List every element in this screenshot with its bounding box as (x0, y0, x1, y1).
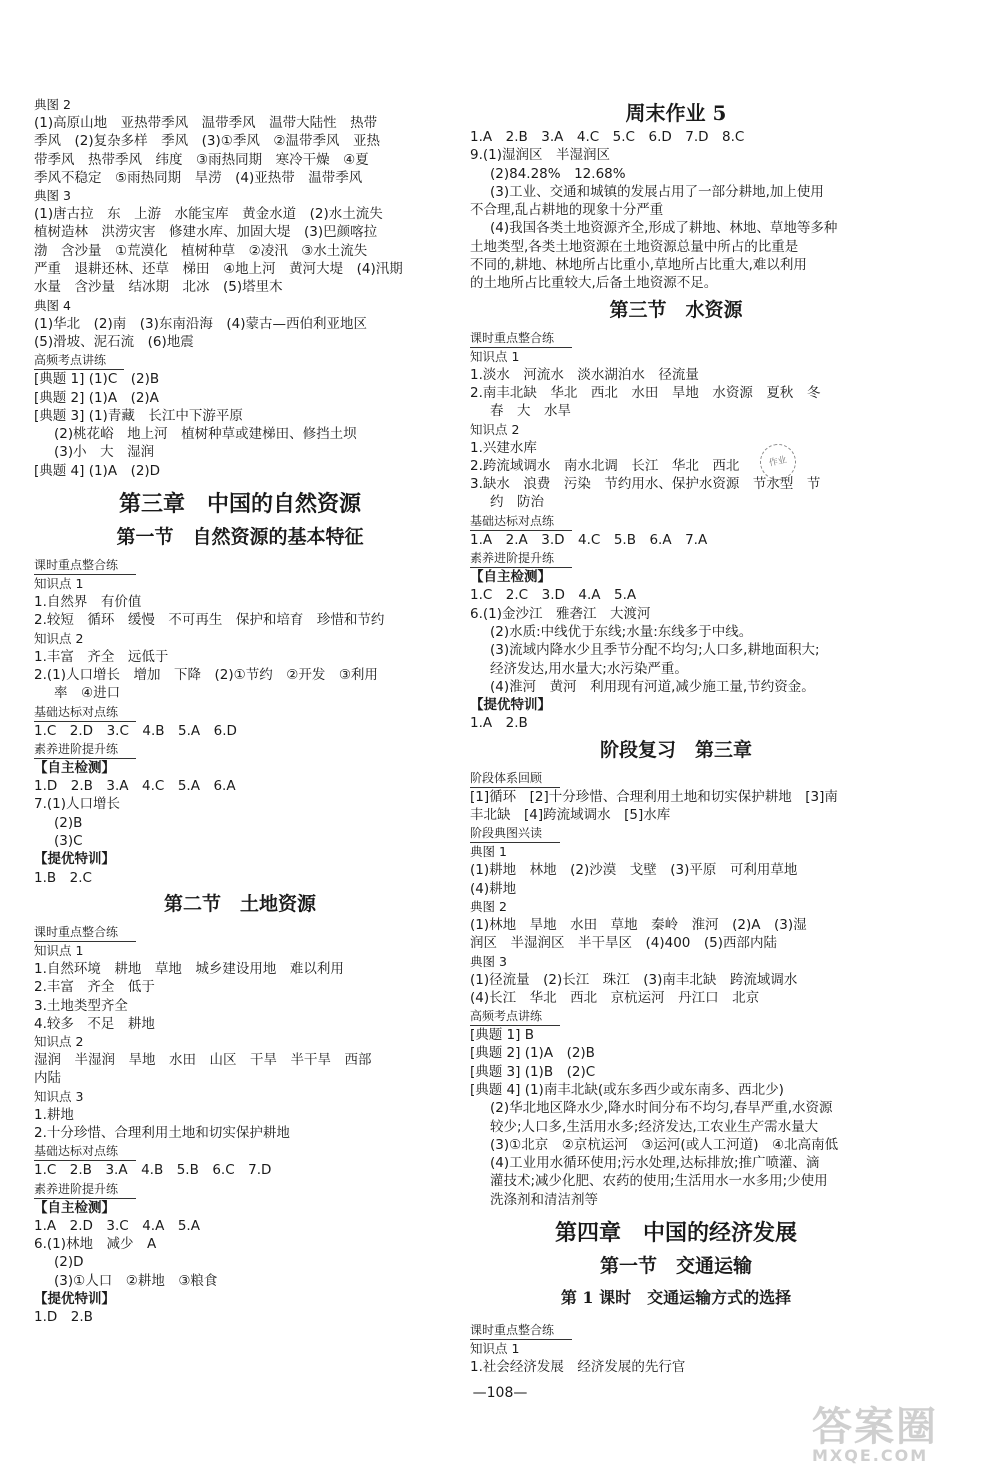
section-label-row (470, 824, 882, 843)
answer-line: 润区 半湿润区 半干旱区 (4)400 (5)西部内陆 (470, 935, 778, 952)
section-title: 第一节 交通运输 (599, 1255, 752, 1278)
answer-line: (4)长江 华北 西北 京杭运河 丹江口 北京 (470, 989, 760, 1006)
answer-line: 植树造林 洪涝灾害 修建水库、加固大堤 (3)巴颜喀拉 (34, 224, 378, 241)
answer-line: 4.较多 不足 耕地 (34, 1015, 155, 1032)
section-label-row (34, 923, 446, 942)
answer-line: 洗涤剂和清洁剂等 (490, 1191, 598, 1208)
watermark-logo-text: 答案圈 (812, 1404, 938, 1450)
section-title: 第一节 自然资源的基本特征 (116, 526, 364, 549)
answer-line: 带季风 热带季风 纬度 ③雨热同期 寒冷干燥 ④夏 (34, 151, 369, 168)
answer-line: 2.丰富 齐全 低于 (34, 979, 155, 996)
answer-line: [典题 2] (1)A (2)A (34, 389, 159, 406)
answer-line: (1)林地 旱地 水田 草地 秦岭 淮河 (2)A (3)湿 (470, 916, 807, 933)
section-label-row (34, 740, 446, 759)
answer-line: [典题 3] (1)青藏 长江中下游平原 (34, 407, 243, 424)
answer-line: 水量 含沙量 结冰期 北冰 (5)塔里木 (34, 279, 283, 296)
answer-line: (3)小 大 湿润 (54, 444, 155, 461)
answer-line: 丰北缺 [4]跨流域调水 [5]水库 (470, 807, 671, 824)
answer-line: (4)工业用水循环使用;污水处理,达标排放;推广喷灌、滴 (490, 1155, 820, 1172)
exercise-group-label: 【自主检测】 (34, 1199, 115, 1216)
answer-line: (2)桃花峪 地上河 植树种草或建梯田、修挡土坝 (54, 426, 357, 443)
subheading: 典图 2 (470, 898, 507, 914)
answer-line: [典题 1] B (470, 1027, 534, 1044)
exercise-group-label: 【自主检测】 (470, 569, 551, 586)
answer-line: 土地类型,各类土地资源在土地资源总量中所占的比重是 (470, 238, 799, 255)
answer-line: (4)淮河 黄河 利用现有河道,减少施工量,节约资金。 (490, 678, 815, 695)
chapter-title: 第三章 中国的自然资源 (118, 491, 361, 518)
section-label: 基础达标对点练 (470, 513, 572, 531)
answer-line: 严重 退耕还林、还草 梯田 ④地上河 黄河大堤 (4)汛期 (34, 261, 403, 278)
answer-line: 2.(1)人口增长 增加 下降 (2)①节约 ②开发 ③利用 (34, 666, 378, 683)
subheading: 典图 1 (470, 844, 507, 860)
section-label-row (470, 769, 882, 788)
subheading: 知识点 1 (34, 576, 84, 592)
answer-line: 1.社会经济发展 经济发展的先行官 (470, 1359, 686, 1376)
section-label: 素养进阶提升练 (34, 741, 136, 759)
exercise-group-label: 【自主检测】 (34, 759, 115, 776)
answer-line: 1.兴建水库 (470, 439, 537, 456)
answer-line: 1.A 2.D 3.C 4.A 5.A (34, 1217, 200, 1234)
answer-line: 渤 含沙量 ①荒漠化 植树种草 ②凌汛 ③水土流失 (34, 242, 368, 259)
answer-line: (1)耕地 林地 (2)沙漠 戈壁 (3)平原 可利用草地 (470, 862, 798, 879)
watermark-url: MXQE.COM (812, 1446, 929, 1465)
answer-line: 3.缺水 浪费 污染 节约用水、保护水资源 节水型 节 (470, 476, 821, 493)
section-label: 阶段体系回顾 (470, 770, 560, 788)
answer-line: 1.耕地 (34, 1106, 74, 1123)
subheading: 典图 2 (34, 97, 71, 112)
section-title: 第二节 土地资源 (163, 892, 316, 915)
answer-line: (2)B (54, 814, 83, 831)
answer-line: 不同的,耕地、林地所占比重小,草地所占比重大,难以利用 (470, 257, 807, 274)
section-label-row (470, 1321, 882, 1340)
answer-line: [典题 1] (1)C (2)B (34, 371, 160, 388)
answer-line: (5)滑坡、泥石流 (6)地震 (34, 333, 194, 350)
answer-line: 经济发达,用水量大;水污染严重。 (490, 660, 688, 677)
subheading: 典图 4 (34, 297, 71, 313)
section-label: 高频考点讲练 (470, 1008, 560, 1026)
section-title: 第三节 水资源 (609, 298, 743, 321)
answer-line: 2.十分珍惜、合理利用土地和切实保护耕地 (34, 1124, 290, 1141)
answer-line: 9.(1)湿润区 半湿润区 (470, 147, 611, 164)
answer-line: 2.较短 循环 缓慢 不可再生 保护和培育 珍惜和节约 (34, 612, 385, 629)
chapter-title: 第四章 中国的经济发展 (554, 1220, 797, 1247)
subheading: 知识点 2 (470, 421, 520, 437)
answer-line: (3)工业、交通和城镇的发展占用了一部分耕地,加上使用 (490, 183, 824, 200)
answer-line: 季风 (2)复杂多样 季风 (3)①季风 ②温带季风 亚热 (34, 133, 380, 150)
answer-line: 7.(1)人口增长 (34, 796, 121, 813)
answer-line: (4)耕地 (470, 880, 517, 897)
answer-line: (2)D (54, 1254, 84, 1271)
answer-line: [典题 4] (1)南丰北缺(或东多西少或东南多、西北少) (470, 1081, 784, 1098)
answer-line: (1)华北 (2)南 (3)东南沿海 (4)蒙古—西伯利亚地区 (34, 315, 367, 332)
section-label: 课时重点整合练 (34, 557, 136, 575)
answer-line: (1)唐古拉 东 上游 水能宝库 黄金水道 (2)水土流失 (34, 206, 383, 223)
answer-line: 内陆 (34, 1070, 61, 1087)
answer-line: [1]循环 [2]十分珍惜、合理利用土地和切实保护耕地 [3]南 (470, 788, 838, 805)
section-label-row (470, 329, 882, 348)
answer-line: (1)径流量 (2)长江 珠江 (3)南丰北缺 跨流域调水 (470, 971, 798, 988)
answer-line: (2)水质:中线优于东线;水量:东线多于中线。 (490, 623, 753, 640)
answer-line: (3)①北京 ②京杭运河 ③运河(或人工河道) ④北高南低 (490, 1136, 839, 1153)
answer-line: 率 ④进口 (54, 685, 121, 702)
answer-line: 1.C 2.D 3.C 4.B 5.A 6.D (34, 722, 237, 739)
answer-line: 灌技术;减少化肥、农药的使用;生活用水一水多用;少使用 (490, 1173, 828, 1190)
section-label-row (34, 556, 446, 575)
answer-line: (3)C (54, 833, 83, 850)
section-label-row (34, 1142, 446, 1161)
subheading: 知识点 1 (34, 942, 84, 958)
exercise-group-label: 【提优特训】 (34, 851, 115, 868)
section-label: 素养进阶提升练 (34, 1181, 136, 1199)
answer-line: 1.B 2.C (34, 869, 92, 886)
answer-line: 1.D 2.B (34, 1309, 93, 1326)
answer-line: 春 大 水旱 (490, 403, 571, 420)
section-title: 阶段复习 第三章 (599, 738, 752, 761)
section-label: 课时重点整合练 (34, 924, 136, 942)
subheading: 典图 3 (470, 953, 507, 969)
subheading: 典图 3 (34, 188, 71, 204)
answer-line: 2.南丰北缺 华北 西北 水田 旱地 水资源 夏秋 冬 (470, 384, 821, 401)
answer-line: 2.跨流域调水 南水北调 长江 华北 西北 (470, 457, 740, 474)
answer-line: 1.丰富 齐全 远低于 (34, 648, 169, 665)
answer-line: (3)流域内降水少且季节分配不均匀;人口多,耕地面积大; (490, 642, 820, 659)
section-label-row (34, 351, 446, 370)
section-label: 课时重点整合练 (470, 1322, 572, 1340)
page-number: —108— (472, 1385, 528, 1401)
subheading: 知识点 3 (34, 1088, 84, 1104)
answer-line: (2)84.28% 12.68% (490, 165, 626, 182)
answer-line: 1.A 2.B 3.A 4.C 5.C 6.D 7.D 8.C (470, 129, 745, 145)
answer-line: 湿润 半湿润 旱地 水田 山区 干旱 半干旱 西部 (34, 1052, 372, 1069)
answer-line: [典题 4] (1)A (2)D (34, 462, 161, 479)
watermark (812, 1406, 982, 1466)
answer-line: (4)我国各类土地资源齐全,形成了耕地、林地、草地等多种 (490, 220, 838, 237)
lesson-title: 第 1 课时 交通运输方式的选择 (560, 1288, 792, 1308)
answer-line: (2)华北地区降水少,降水时间分布不均匀,春旱严重,水资源 (490, 1100, 833, 1117)
answer-line: 1.自然界 有价值 (34, 594, 142, 611)
answer-line: 约 防治 (490, 494, 544, 511)
section-label: 阶段典图兴读 (470, 825, 560, 843)
right-column (470, 100, 882, 1376)
answer-line: 1.C 2.B 3.A 4.B 5.B 6.C 7.D (34, 1162, 272, 1179)
answer-line: 1.A 2.B (470, 715, 528, 732)
section-label: 基础达标对点练 (34, 1143, 136, 1161)
section-label-row (34, 1180, 446, 1199)
answer-line: 6.(1)林地 减少 A (34, 1236, 157, 1253)
section-label: 基础达标对点练 (34, 704, 136, 722)
answer-line: 季风不稳定 ⑤雨热同期 旱涝 (4)亚热带 温带季风 (34, 169, 363, 186)
answer-line: 6.(1)金沙江 雅砻江 大渡河 (470, 605, 651, 622)
section-label-row (470, 549, 882, 568)
answer-line: 不合理,乱占耕地的现象十分严重 (470, 202, 664, 219)
section-label-row (470, 512, 882, 531)
subheading: 知识点 2 (34, 1034, 84, 1050)
weekend-homework-title: 周末作业 5 (625, 101, 727, 125)
answer-line: [典题 2] (1)A (2)B (470, 1045, 595, 1062)
answer-line: 1.自然环境 耕地 草地 城乡建设用地 难以利用 (34, 960, 344, 977)
left-column (34, 96, 446, 1327)
answer-line: 1.C 2.C 3.D 4.A 5.A (470, 587, 637, 604)
answer-line: 1.淡水 河流水 淡水湖泊水 径流量 (470, 366, 699, 383)
subheading: 知识点 1 (470, 348, 520, 364)
section-label-row (34, 703, 446, 722)
answer-line: 1.D 2.B 3.A 4.C 5.A 6.A (34, 778, 236, 795)
subheading: 知识点 2 (34, 630, 84, 646)
exercise-group-label: 【提优特训】 (34, 1291, 115, 1308)
section-label: 课时重点整合练 (470, 330, 572, 348)
section-label: 高频考点讲练 (34, 352, 124, 370)
answer-line: [典题 3] (1)B (2)C (470, 1063, 596, 1080)
section-label-row (470, 1007, 882, 1026)
answer-line: (1)高原山地 亚热带季风 温带季风 温带大陆性 热带 (34, 115, 378, 131)
answer-line: (3)①人口 ②耕地 ③粮食 (54, 1272, 218, 1289)
teacher-stamp: 作业 (757, 441, 800, 484)
answer-line: 较少;人口多,生活用水多;经济发达,工农业生产需水量大 (490, 1118, 819, 1135)
answer-line: 的土地所占比重较大,后备土地资源不足。 (470, 275, 718, 292)
subheading: 知识点 1 (470, 1341, 520, 1357)
answer-line: 1.A 2.A 3.D 4.C 5.B 6.A 7.A (470, 531, 708, 548)
section-label: 素养进阶提升练 (470, 550, 572, 568)
answer-line: 3.土地类型齐全 (34, 997, 128, 1014)
exercise-group-label: 【提优特训】 (470, 697, 551, 714)
